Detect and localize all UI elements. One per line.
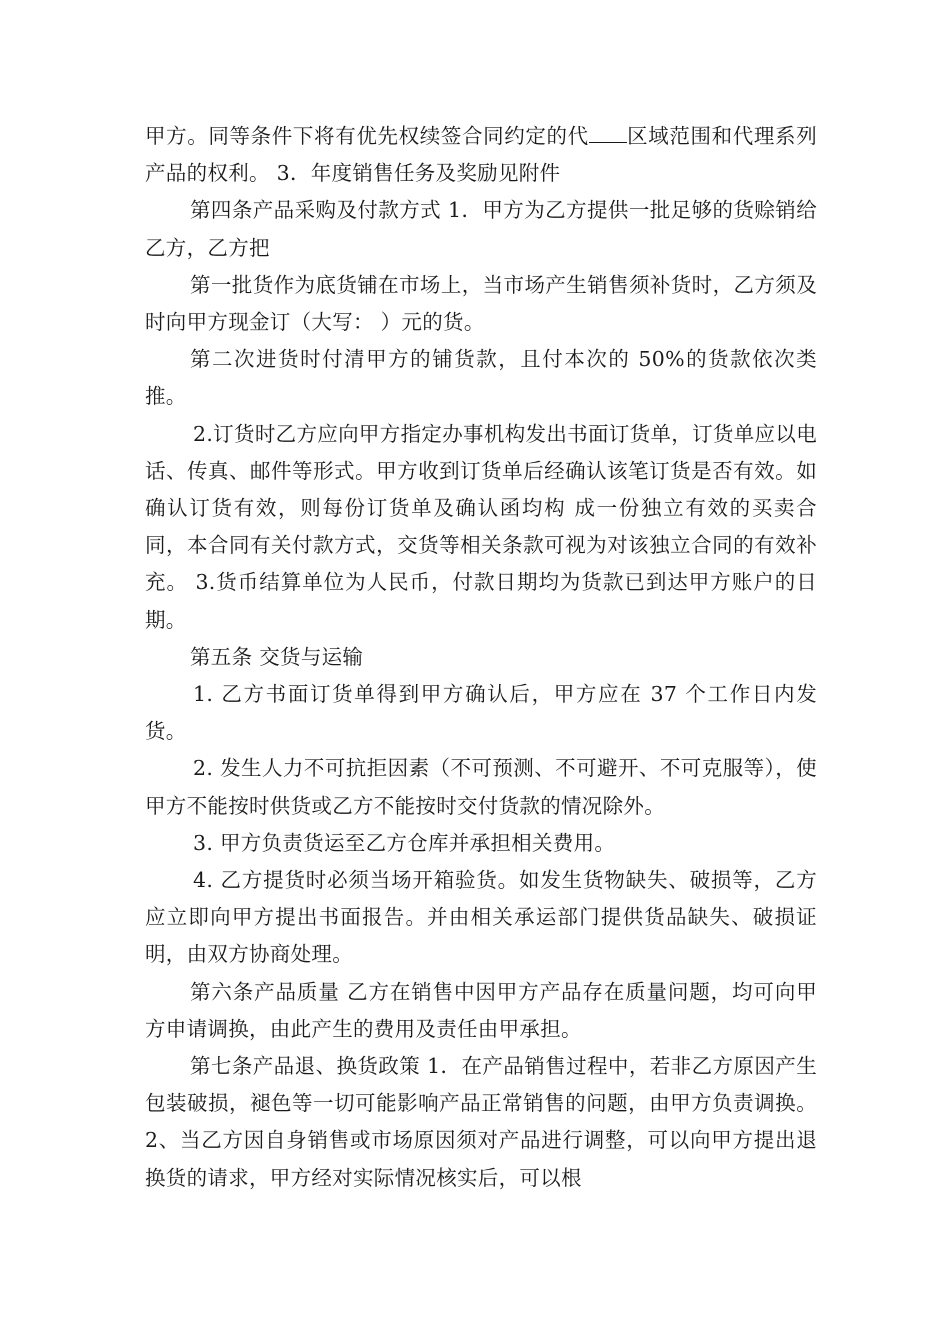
- paragraph-text: 区域范围和代理系列产品的权利。 3．年度销售任务及奖励见附件: [145, 124, 817, 186]
- paragraph-article-7: 第七条产品退、换货政策 1．在产品销售过程中，若非乙方原因产生包装破损，褪色等一切可能影响产品正常销售的问题，由甲方负责调换。 2、当乙方因自身销售或市场原因须对产品进行调整，可以向甲方提出退换货的请求，甲方经对实际情况核实后，可以根: [145, 1054, 817, 1190]
- paragraph-text: 甲方。同等条件下将有优先权续签合同约定的代: [145, 124, 589, 148]
- paragraph-article-4: 第四条产品采购及付款方式 1．甲方为乙方提供一批足够的货赊销给乙方，乙方把: [145, 198, 817, 260]
- document-body: [145, 118, 817, 1197]
- paragraph-delivery-3: 3. 甲方负责货运至乙方仓库并承担相关费用。: [193, 830, 616, 855]
- paragraph-delivery-4: 4. 乙方提货时必须当场开箱验货。如发生货物缺失、破损等，乙方应立即向甲方提出书面报告。并由相关承运部门提供货品缺失、破损证明，由双方协商处理。: [145, 868, 817, 967]
- paragraph-ordering: 2.订货时乙方应向甲方指定办事机构发出书面订货单，订货单应以电话、传真、邮件等形式。甲方收到订货单后经确认该笔订货是否有效。如确认订货有效，则每份订货单及确认函均构 成一份独立有效的买卖合同，本合同有关付款方式，交货等相关条款可视为对该独立合同的有效补充。 3.货币结算单位为人民币，付款日期均为货款已到达甲方账户的日期。: [145, 421, 817, 632]
- fill-in-blank: [589, 120, 627, 143]
- paragraph-article-6: 第六条产品质量 乙方在销售中因甲方产品存在质量问题，均可向甲方申请调换，由此产生的费用及责任由甲承担。: [145, 979, 817, 1041]
- paragraph-article-5-heading: 第五条 交货与运输: [190, 644, 364, 669]
- paragraph-delivery-1: 1. 乙方书面订货单得到甲方确认后，甲方应在 37 个工作日内发货。: [145, 682, 817, 744]
- paragraph-delivery-2: 2. 发生人力不可抗拒因素（不可预测、不可避开、不可克服等），使甲方不能按时供货或乙方不能按时交付货款的情况除外。: [145, 756, 817, 818]
- paragraph-first-batch: 第一批货作为底货铺在市场上，当市场产生销售须补货时，乙方须及时向甲方现金订（大写： ）元的货。: [145, 272, 817, 335]
- paragraph-second-purchase: 第二次进货时付清甲方的铺货款，且付本次的 50%的货款依次类推。: [145, 347, 817, 409]
- paragraph-continued: [145, 118, 817, 192]
